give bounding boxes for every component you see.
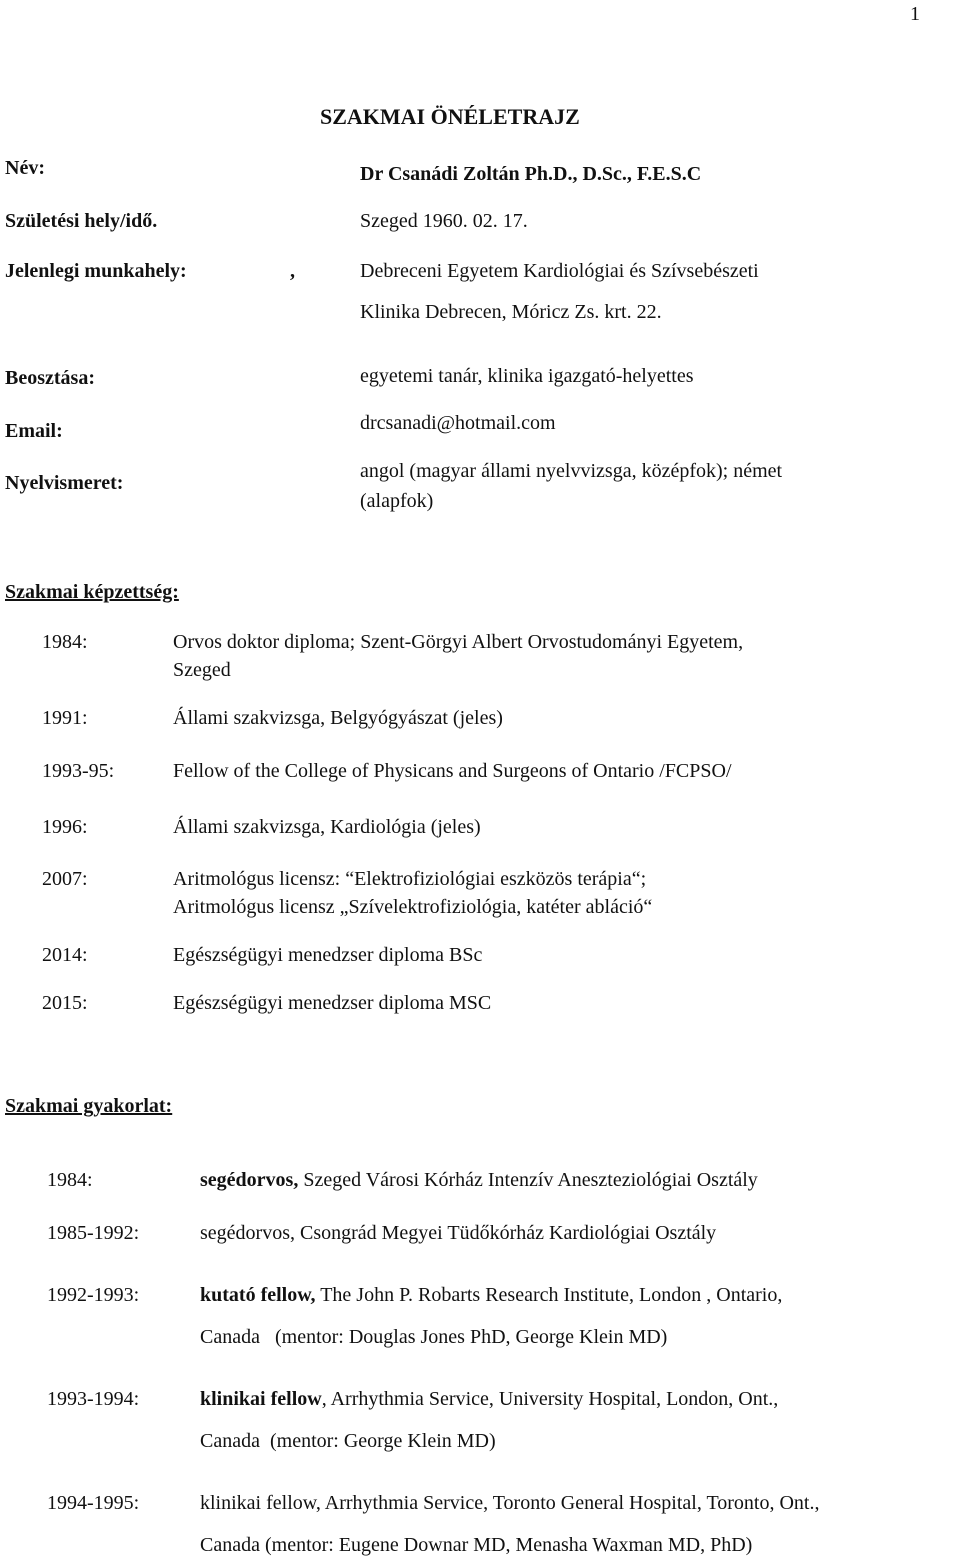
practice-detail: klinikai fellow, Arrhythmia Service, Toronto General Hospital, Toronto, Ont., xyxy=(200,1492,820,1514)
email-label: Email: xyxy=(5,420,63,442)
document-title: SZAKMAI ÖNÉLETRAJZ xyxy=(320,104,580,129)
workplace-comma: , xyxy=(290,260,295,282)
practice-detail: , Arrhythmia Service, University Hospital, London, Ont., xyxy=(321,1388,779,1410)
practice-year: 1994-1995: xyxy=(47,1492,140,1514)
education-year: 2015: xyxy=(42,992,88,1014)
workplace-value-line1: Debreceni Egyetem Kardiológiai és Szívsebészeti xyxy=(360,260,759,282)
education-item-cont: Aritmológus licensz „Szívelektrofiziológia, katéter abláció“ xyxy=(173,896,653,918)
practice-detail: Szeged Városi Kórház Intenzív Aneszteziológiai Osztály xyxy=(298,1169,758,1191)
practice-role: klinikai fellow xyxy=(200,1388,322,1410)
practice-year: 1985-1992: xyxy=(47,1222,140,1244)
practice-detail: segédorvos, Csongrád Megyei Tüdőkórház Kardiológiai Osztály xyxy=(200,1222,717,1244)
position-value: egyetemi tanár, klinika igazgató-helyettes xyxy=(360,365,694,387)
name-label: Név: xyxy=(5,157,45,179)
education-item-cont: Szeged xyxy=(173,659,231,681)
education-item: Állami szakvizsga, Belgyógyászat (jeles) xyxy=(173,707,503,729)
languages-label: Nyelvismeret: xyxy=(5,472,124,494)
name-value: Dr Csanádi Zoltán Ph.D., D.Sc., F.E.S.C xyxy=(360,163,702,185)
workplace-label: Jelenlegi munkahely: xyxy=(5,260,187,282)
practice-item-cont: Canada (mentor: George Klein MD) xyxy=(200,1430,496,1452)
education-item: Aritmológus licensz: “Elektrofiziológiai eszközös terápia“; xyxy=(173,868,647,890)
practice-item xyxy=(200,1170,758,1190)
practice-item xyxy=(200,1493,820,1513)
education-item: Egészségügyi menedzser diploma MSC xyxy=(173,992,492,1014)
education-year: 1984: xyxy=(42,631,88,653)
practice-role: kutató fellow, xyxy=(200,1284,316,1306)
education-year: 2014: xyxy=(42,944,88,966)
languages-value-line1: angol (magyar állami nyelvvizsga, középfok); német xyxy=(360,460,783,482)
education-year: 1996: xyxy=(42,816,88,838)
practice-detail: The John P. Robarts Research Institute, London , Ontario, xyxy=(315,1284,783,1306)
practice-year: 1992-1993: xyxy=(47,1284,140,1306)
workplace-value-line2: Klinika Debrecen, Móricz Zs. krt. 22. xyxy=(360,301,662,323)
position-label: Beosztása: xyxy=(5,367,95,389)
languages-value-line2: (alapfok) xyxy=(360,490,434,512)
education-year: 2007: xyxy=(42,868,88,890)
practice-heading: Szakmai gyakorlat: xyxy=(5,1095,173,1117)
education-item: Fellow of the College of Physicans and Surgeons of Ontario /FCPSO/ xyxy=(173,760,732,782)
page-number: 1 xyxy=(910,3,920,25)
birth-label: Születési hely/idő. xyxy=(5,210,158,232)
practice-item xyxy=(200,1223,716,1243)
education-year: 1993-95: xyxy=(42,760,115,782)
practice-item-cont: Canada (mentor: Eugene Downar MD, Menasha Waxman MD, PhD) xyxy=(200,1534,753,1556)
practice-item xyxy=(200,1389,778,1409)
education-item: Orvos doktor diploma; Szent-Görgyi Albert Orvostudományi Egyetem, xyxy=(173,631,744,653)
education-item: Egészségügyi menedzser diploma BSc xyxy=(173,944,483,966)
practice-year: 1984: xyxy=(47,1169,93,1191)
education-item: Állami szakvizsga, Kardiológia (jeles) xyxy=(173,816,481,838)
practice-item-cont: Canada (mentor: Douglas Jones PhD, George Klein MD) xyxy=(200,1326,668,1348)
practice-item xyxy=(200,1285,782,1305)
email-value: drcsanadi@hotmail.com xyxy=(360,412,556,434)
practice-role: segédorvos, xyxy=(200,1169,299,1191)
practice-year: 1993-1994: xyxy=(47,1388,140,1410)
birth-value: Szeged 1960. 02. 17. xyxy=(360,210,528,232)
education-year: 1991: xyxy=(42,707,88,729)
education-heading: Szakmai képzettség: xyxy=(5,581,179,603)
